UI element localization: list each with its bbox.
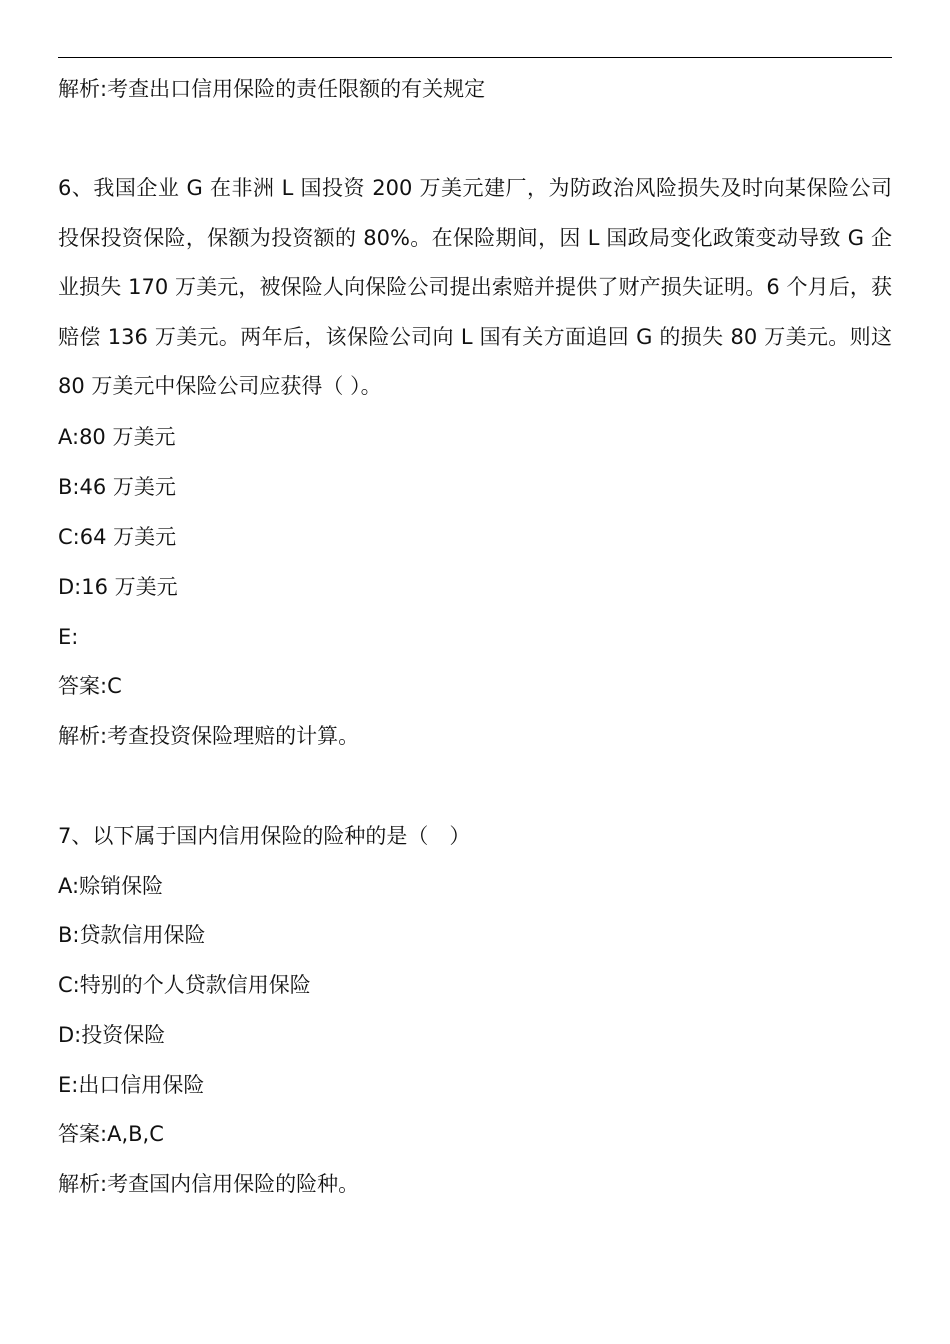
- q7-option-e: E:出口信用保险: [58, 1073, 205, 1097]
- q6-option-b: B:46 万美元: [58, 475, 176, 499]
- q6-option-a: A:80 万美元: [58, 425, 176, 449]
- q6-option-e: E:: [58, 625, 79, 649]
- q6-option-c: C:64 万美元: [58, 525, 177, 549]
- previous-analysis: 解析:考查出口信用保险的责任限额的有关规定: [58, 77, 486, 101]
- q7-analysis: 解析:考查国内信用保险的险种。: [58, 1172, 360, 1196]
- q6-analysis: 解析:考查投资保险理赔的计算。: [58, 724, 360, 748]
- q6-option-d: D:16 万美元: [58, 575, 178, 599]
- q7-answer: 答案:A,B,C: [58, 1122, 164, 1146]
- q6-answer: 答案:C: [58, 674, 122, 698]
- q7-option-b: B:贷款信用保险: [58, 923, 206, 947]
- q7-option-a: A:赊销保险: [58, 874, 164, 898]
- q7-option-d: D:投资保险: [58, 1023, 166, 1047]
- q7-option-c: C:特别的个人贷款信用保险: [58, 973, 311, 997]
- question-6-stem: 6、我国企业 G 在非洲 L 国投资 200 万美元建厂，为防政治风险损失及时向某保险公司投保投资保险，保额为投资额的 80%。在保险期间，因 L 国政局变化政策变动导致 G 企业损失 170 万美元，被保险人向保险公司提出索赔并提供了财产损失证明。6 个月后，获赔偿 136 万美元。两年后，该保险公司向 L 国有关方面追回 G 的损失 80 万美元。则这 80 万美元中保险公司应获得（ ）。: [58, 176, 892, 399]
- question-7-stem: 7、以下属于国内信用保险的险种的是（ ）: [58, 824, 471, 848]
- header-rule: [58, 57, 892, 58]
